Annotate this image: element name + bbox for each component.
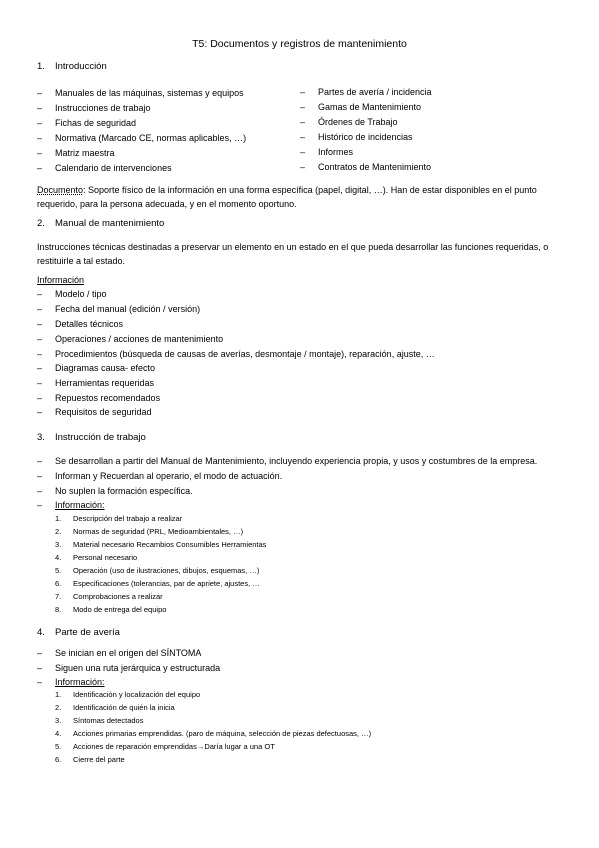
section-3-heading: 3. Instrucción de trabajo [37, 432, 146, 443]
section-1-heading: 1. Introducción [37, 61, 107, 72]
document-title: T5: Documentos y registros de mantenimiento [192, 38, 407, 50]
manual-description: Instrucciones técnicas destinadas a preservar un elemento en un estado en el que pueda desarrollar las funciones requeridas, o restituirle a tal estado. [37, 242, 549, 266]
section-2-heading: 2. Manual de mantenimiento [37, 218, 165, 229]
document-definition: Documento: Soporte físico de la información en una forma específica (papel, digital, …). Han de estar disponibles en el punto requerido, para la persona adecuada, y en el momento oportuno. [37, 185, 537, 209]
manual-info-label: Información [37, 275, 85, 285]
section-4-heading: 4. Parte de avería [37, 627, 120, 638]
document-page: T5: Documentos y registros de mantenimiento 1. Introducción – Manuales de las máquinas, sistemas y equipos – Instrucciones de trabajo – Fichas de seguridad – Normativa (Marcado CE, normas aplicables, …) – Matriz maestra – Calendario de intervenciones – Partes de avería / incidencia – Gamas de Mantenimiento – Órdenes de Trabajo – Histórico de incidencias – Informes – Contratos de Mantenimiento Documento: Soporte físico de la información en una forma específica (papel, digital, …). Han de estar disponibles en el punto requerido, para la persona adecuada, y en el momento oportuno. 2. Manual de mantenimiento Instrucciones técnicas destinadas a preservar un elemento en un estado en el que pueda desarrollar las funciones requeridas, o restituirle a tal estado. Información – Modelo / tipo – Fecha del manual (edición / versión) – Detalles técnicos – Operaciones / acciones de mantenimiento – Procedimientos (búsqueda de causas de averías, desmontaje / montaje), reparación, ajuste, … – Diagramas causa- efecto – Herramientas requeridas – Repuestos recomendados – Requisitos de seguridad 3. Instrucción de trabajo – Se desarrollan a partir del Manual de Mantenimiento, incluyendo experiencia propia, y usos y costumbres de la empresa. – Informan y Recuerdan al operario, el modo de actuación. – No suplen la formación específica. – Información: 1. Descripción del trabajo a realizar 2. Normas de seguridad (PRL, Medioambientales, …) 3. Material necesario Recambios Consumibles Herramientas 4. Personal necesario 5. Operación (uso de ilustraciones, dibujos, esquemas, …) 6. Especificaciones (tolerancias, par de apriete, ajustes, … 7. Comprobaciones a realizar 8. Modo de entrega del equipo 4. Parte de avería – Se inician en el origen del SÍNTOMA – Siguen una ruta jerárquica y estructurada – Información: 1. Identificación y localización del equipo 2. Identificación de quién la inicia 3. Síntomas detectados 4. Acciones primarias emprendidas. (paro de máquina, selección de piezas defectuosas, …) 5. Acciones de reparación emprendidas→Daría lugar a una OT 6. Cierre del parte [0, 0, 599, 848]
